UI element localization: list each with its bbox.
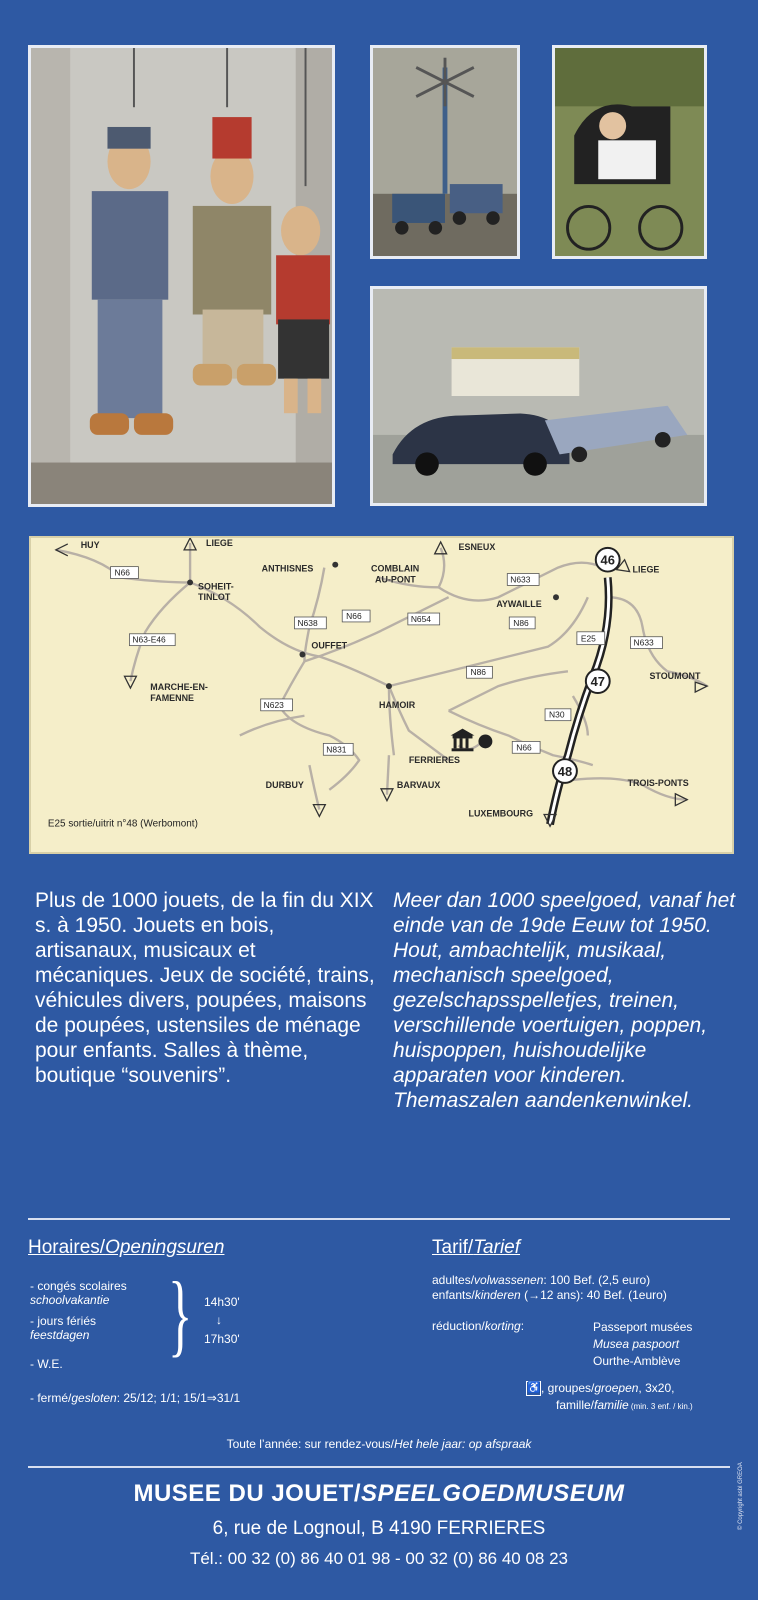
museum-phone: Tél.: 00 32 (0) 86 40 01 98 - 00 32 (0) 86 40 08 23 bbox=[189, 1549, 569, 1568]
place-ouffet: OUFFET bbox=[311, 640, 348, 651]
road-n654 bbox=[408, 613, 440, 625]
exit-note: E25 sortie/uitrit n°48 (Werbomont) bbox=[47, 818, 198, 830]
exit-47-marker bbox=[586, 669, 610, 693]
tariff-reduction: réduction/korting: bbox=[432, 1319, 525, 1333]
place-au-pont: AU-PONT bbox=[375, 574, 416, 585]
place-liege-nw: LIEGE bbox=[206, 538, 233, 548]
place-anthisnes: ANTHISNES bbox=[261, 563, 314, 574]
road-n66-c bbox=[512, 741, 540, 753]
photo-pram-doll bbox=[552, 45, 707, 259]
exit-46-marker bbox=[596, 548, 620, 572]
photo-windmill-toys bbox=[370, 45, 520, 259]
description-fr: Plus de 1000 jouets, de la fin du XIX s. à 1950. Jouets en bois, artisanaux, musicaux et mécaniques. Jeux de société, trains, véhicules divers, poupées, maisons de poupées, ustensiles de ménage pour enfants. Salles à thème, boutique “souvenirs”. bbox=[35, 889, 375, 1087]
place-comblain: COMBLAIN bbox=[371, 563, 420, 574]
place-trois-ponts: TROIS-PONTS bbox=[627, 777, 689, 788]
svg-text:N86: N86 bbox=[513, 617, 529, 628]
svg-text:N654: N654 bbox=[410, 613, 432, 624]
appointment-note: Toute l’année: sur rendez-vous/Het hele jaar: op afspraak bbox=[226, 1437, 532, 1451]
road-n66-b bbox=[342, 610, 370, 622]
svg-text:N633: N633 bbox=[633, 637, 654, 648]
road-n86-a bbox=[509, 617, 535, 629]
svg-text:N63-E46: N63-E46 bbox=[132, 634, 166, 645]
svg-text:48: 48 bbox=[557, 764, 573, 779]
road-n63-e46 bbox=[129, 634, 175, 646]
road-n623 bbox=[261, 699, 293, 711]
place-liege-ne: LIEGE bbox=[632, 564, 660, 575]
route-map bbox=[29, 536, 734, 854]
hours-brace: } bbox=[168, 1263, 193, 1365]
hours-close: 17h30' bbox=[204, 1332, 240, 1346]
place-barvaux: BARVAUX bbox=[396, 779, 441, 790]
place-aywaille: AYWAILLE bbox=[496, 599, 542, 610]
wheelchair-icon: ♿ bbox=[527, 1382, 541, 1394]
road-n831 bbox=[323, 743, 353, 755]
divider-top bbox=[28, 1218, 730, 1220]
tariff-heading: Tarif/Tarief bbox=[432, 1237, 521, 1258]
hours-item-holidays: - jours fériés feestdagen bbox=[30, 1314, 97, 1342]
place-esneux: ESNEUX bbox=[458, 541, 496, 552]
museum-address: 6, rue de Lognoul, B 4190 FERRIERES bbox=[212, 1518, 546, 1539]
hours-closed: - fermé/gesloten: 25/12; 1/1; 15/1⇒31/1 bbox=[30, 1391, 241, 1405]
photo-marionettes bbox=[28, 45, 335, 507]
place-marche: MARCHE-EN- bbox=[150, 682, 208, 693]
divider-bottom bbox=[28, 1466, 730, 1468]
svg-text:N638: N638 bbox=[297, 617, 318, 628]
svg-text:N633: N633 bbox=[510, 574, 531, 585]
place-huy: HUY bbox=[80, 539, 100, 550]
svg-text:N831: N831 bbox=[326, 744, 347, 755]
place-stoumont: STOUMONT bbox=[649, 671, 701, 682]
svg-text:E25: E25 bbox=[580, 633, 596, 644]
hours-heading: Horaires/Openingsuren bbox=[28, 1237, 225, 1258]
road-e25 bbox=[577, 632, 605, 645]
tariff-passport: Passeport musées Musea paspoort Ourthe-Amblève bbox=[593, 1320, 693, 1368]
museum-title: MUSEE DU JOUET/SPEELGOEDMUSEUM bbox=[133, 1480, 625, 1507]
exit-48-marker bbox=[553, 759, 577, 783]
tariff-groups: , groupes/groepen, 3x20, bbox=[541, 1381, 675, 1395]
place-soheit: SOHEIT- bbox=[198, 581, 234, 592]
road-n633-a bbox=[507, 574, 539, 586]
hours-item-weekend: - W.E. bbox=[30, 1357, 63, 1371]
hours-item-school: - congés scolaires schoolvakantie bbox=[30, 1279, 127, 1307]
svg-text:N30: N30 bbox=[549, 709, 565, 720]
place-hamoir: HAMOIR bbox=[379, 699, 416, 710]
road-n638 bbox=[294, 617, 326, 629]
place-ferrieres: FERRIERES bbox=[408, 755, 461, 766]
description-nl: Meer dan 1000 speelgoed, vanaf het einde van de 19de Eeuw tot 1950. Hout, ambachtelijk, musikaal, mechanisch speelgoed, gezelschapsspelletjes, treinen, verschillende voertuigen, poppen, huispoppen, huishoudelijke apparaten voor kinderen. Themaszalen aandenkenwinkel. bbox=[393, 889, 736, 1112]
hours-open: 14h30' bbox=[204, 1295, 240, 1309]
place-tinlot: TINLOT bbox=[198, 592, 231, 603]
road-n633-b bbox=[631, 637, 663, 649]
svg-text:N623: N623 bbox=[263, 699, 284, 710]
road-n86-b bbox=[467, 666, 493, 678]
svg-text:N66: N66 bbox=[516, 742, 532, 753]
place-famenne: FAMENNE bbox=[150, 692, 195, 703]
hours-arrow: ↓ bbox=[216, 1313, 222, 1327]
place-luxembourg: LUXEMBOURG bbox=[468, 808, 534, 819]
svg-text:46: 46 bbox=[600, 552, 615, 568]
place-durbuy: DURBUY bbox=[265, 779, 304, 790]
tariff-children: enfants/kinderen (→12 ans): 40 Bef. (1euro) bbox=[432, 1288, 667, 1302]
road-n30 bbox=[545, 709, 571, 721]
copyright-note: © Copyright asbl GREOA bbox=[738, 1462, 744, 1530]
tariff-adults: adultes/volwassenen: 100 Bef. (2,5 euro) bbox=[432, 1273, 651, 1287]
photo-toy-cars-bus bbox=[370, 286, 707, 506]
svg-text:N86: N86 bbox=[470, 667, 486, 678]
road-n66-a bbox=[111, 567, 139, 579]
tariff-family: famille/familie (min. 3 enf. / kin.) bbox=[556, 1398, 693, 1412]
svg-text:N66: N66 bbox=[346, 610, 362, 621]
svg-text:N66: N66 bbox=[114, 567, 130, 578]
svg-text:47: 47 bbox=[590, 674, 605, 690]
